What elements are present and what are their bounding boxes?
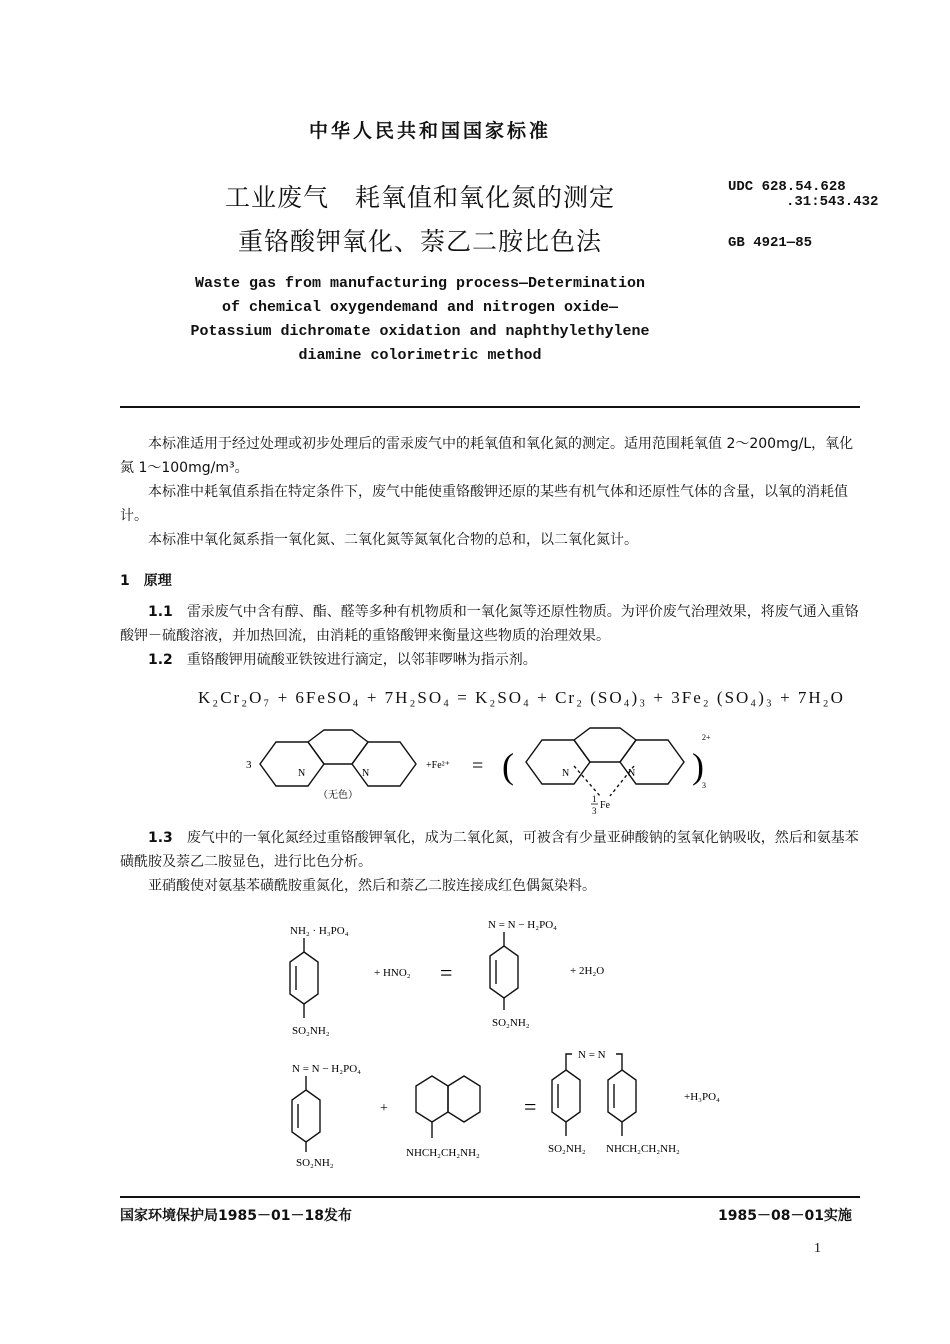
coefficient-label: 3 [246,759,252,771]
azo-label: N = N [578,1049,606,1061]
svg-text:1: 1 [592,794,597,804]
svg-text:N: N [562,768,570,779]
svg-text:N: N [628,768,636,779]
intro-paragraph: 本标准适用于经过处理或初步处理后的雷汞废气中的耗氧值和氧化氮的测定。适用范围耗氧值 2～200mg/L，氧化氮 1～100mg/m³。 [120,436,854,476]
section-heading: 1 原理 [120,573,172,589]
water-label: + 2H₂O [570,965,605,977]
colorless-label: （无色） [318,790,358,801]
phosphoric-label: +H₃PO₄ [684,1091,720,1103]
svg-text:N: N [298,768,306,779]
hno2-label: + HNO₂ [374,967,411,979]
gb-number: GB 4921—85 [728,235,813,251]
substituent-label: NHCH₂CH₂NH₂ [406,1147,480,1159]
national-standard-heading: 中华人民共和国国家标准 [308,120,551,142]
plus-sign: + [380,1101,388,1116]
equals-sign: = [472,755,484,777]
dichromate-equation: K₂Cr₂O₇ + 6FeSO₄ + 7H₂SO₄ = K₂SO₄ + Cr₂ (SO₄)₃ + 3Fe₂ (SO₄)₃ + 7H₂O [198,688,845,707]
sulfonamide-label: SO₂NH₂ [492,1017,530,1029]
coupling-diagram [282,1048,762,1172]
intro-paragraph: 本标准中耗氧值系指在特定条件下，废气中能使重铬酸钾还原的某些有机气体和还原性气体的含量，以氧的消耗值计。 [120,484,848,524]
english-title-line: of chemical oxygendemand and nitrogen oxide— [221,299,619,316]
udc-line1: UDC 628.54.628 [728,179,846,195]
azo-dye-structure [552,1054,636,1136]
clause-number: 1.2 [148,652,173,668]
udc-line2: .31:543.432 [786,194,879,210]
sulfonamide-label: SO₂NH₂ [292,1025,330,1037]
diazonium-label: N = N − H₂PO₄ [292,1063,361,1075]
svg-text:(: ( [502,746,514,786]
chinese-title-line1: 工业废气 耗氧值和氧化氮的测定 [224,183,615,212]
complex-structure [526,728,684,796]
effective-date: 1985－08－01实施 [718,1208,852,1224]
clause-number: 1.1 [148,604,173,620]
page-number: 1 [814,1241,821,1256]
clause-text: 雷汞废气中含有醇、酯、醛等多种有机物质和一氧化氮等还原性物质。为评价废气治理效果，将废气通入重铬酸钾－硫酸溶液，并加热回流，由消耗的重铬酸钾来衡量这些物质的治理效果。 [120,604,859,644]
naphthalene-structure [416,1076,480,1138]
diazotization-diagram [270,912,690,1044]
clause-text: 重铬酸钾用硫酸亚铁铵进行滴定，以邻菲啰啉为指示剂。 [186,652,537,668]
english-title-line: diamine colorimetric method [298,347,542,364]
clause-number: 1.3 [148,830,173,846]
charge-label: 2+ [702,733,711,742]
issue-date: 国家环境保护局1985－01－18发布 [120,1208,352,1224]
sulfonamide-label: SO₂NH₂ [548,1143,586,1155]
footer-divider [120,1196,860,1198]
section-1-1 [120,600,860,648]
phenanthroline-diagram [240,722,720,822]
diazonium-label: N = N − H₂PO₄ [488,919,557,931]
phenanthroline-structure [260,730,416,786]
chinese-title-line2: 重铬酸钾氧化、萘乙二胺比色法 [237,227,602,256]
english-title [120,272,720,368]
udc-code [728,180,878,210]
svg-text:N: N [362,768,370,779]
english-title-line: Potassium dichromate oxidation and naphthylethylene [190,323,650,340]
substituent-label: NHCH₂CH₂NH₂ [606,1143,680,1155]
subscript-label: 3 [702,781,706,790]
section-1-3 [120,826,860,898]
english-title-line: Waste gas from manufacturing process—Determination [194,275,646,292]
section-1-2 [120,648,860,672]
intro-paragraph: 本标准中氧化氮系指一氧化氮、二氧化氮等氮氧化合物的总和，以二氧化氮计。 [148,532,638,548]
intro-block [120,432,860,552]
header-divider [120,406,860,408]
fe-label: Fe [600,800,610,811]
fe2-label: +Fe²⁺ [426,760,450,771]
clause-text: 废气中的一氧化氮经过重铬酸钾氧化，成为二氧化氮，可被含有少量亚砷酸钠的氢氧化钠吸收，然后和氨基苯磺酰胺及萘乙二胺显色，进行比色分析。 [120,830,859,870]
reactant-label: NH₂ · H₃PO₄ [290,925,349,937]
svg-text:3: 3 [592,806,597,816]
equals-sign: = [524,1094,537,1119]
clause-text: 亚硝酸使对氨基苯磺酰胺重氮化，然后和萘乙二胺连接成红色偶氮染料。 [148,878,596,894]
sulfonamide-label: SO₂NH₂ [296,1157,334,1169]
svg-text:): ) [692,746,704,786]
equals-sign: = [440,960,453,985]
